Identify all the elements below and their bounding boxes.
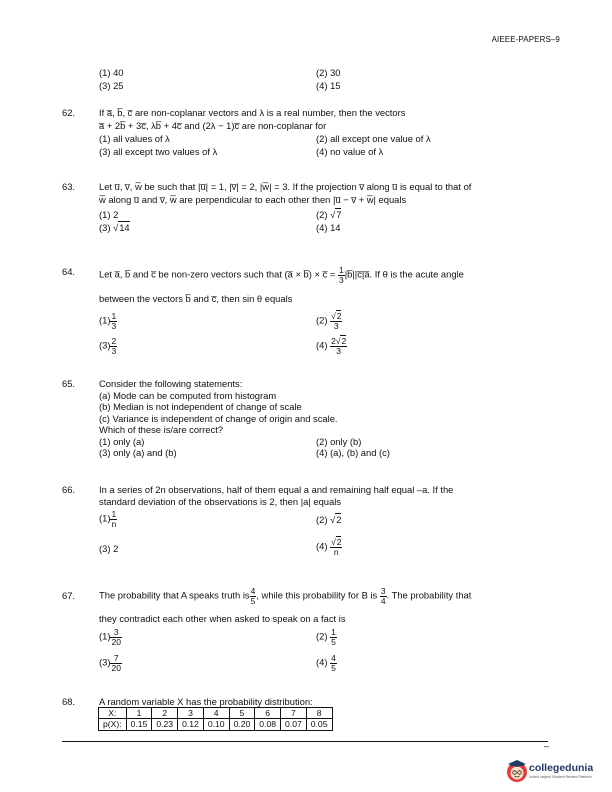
sqrt-value: 2 bbox=[336, 537, 342, 547]
question-number: 68. bbox=[62, 696, 76, 707]
table-cell: 0.15 bbox=[126, 719, 152, 730]
question-number: 64. bbox=[62, 266, 76, 277]
option-1: (1) 40 bbox=[99, 67, 124, 78]
option-2 bbox=[316, 312, 342, 330]
fraction bbox=[330, 538, 342, 556]
fraction bbox=[380, 587, 387, 605]
question-number: 63. bbox=[62, 181, 76, 192]
table-cell: 4 bbox=[203, 708, 229, 719]
option-1: (1) only (a) bbox=[99, 435, 145, 447]
numerator: 1 bbox=[331, 627, 336, 637]
denominator: 5 bbox=[331, 662, 336, 673]
option-3 bbox=[99, 654, 122, 672]
table-cell: 0.07 bbox=[281, 719, 307, 730]
option-1: (1) 2 bbox=[99, 209, 119, 220]
option-2 bbox=[316, 628, 337, 646]
fraction bbox=[330, 312, 342, 330]
option-4: (4) no value of λ bbox=[316, 146, 384, 157]
question-text: w̅ along u̅ and v̅, w̅ are perpendicular to each other then |u̅ − v̅ + w̅| equals bbox=[99, 194, 407, 205]
numerator: √2 bbox=[331, 311, 342, 321]
fraction bbox=[330, 337, 347, 355]
table-row-x bbox=[99, 708, 333, 719]
question-text: they contradict each other when asked to speak on a fact is bbox=[99, 613, 346, 624]
option-prefix: (3) bbox=[99, 656, 111, 668]
sqrt-value: 14 bbox=[119, 222, 130, 233]
option-4 bbox=[316, 337, 347, 355]
table-cell: 0.10 bbox=[203, 719, 229, 730]
question-text: a̅ + 2b̅ + 3c̅, λb̅ + 4c̅ and (2λ − 1)c̅ are non-coplanar for bbox=[99, 120, 327, 131]
option-4: (4) 15 bbox=[316, 80, 341, 91]
table-cell: 8 bbox=[306, 708, 332, 719]
brand-name: collegedunia bbox=[529, 762, 594, 774]
option-4: (4) (a), (b) and (c) bbox=[316, 447, 390, 458]
option-prefix: (1) bbox=[99, 314, 111, 326]
question-number: 62. bbox=[62, 107, 76, 118]
option-2: (2) 30 bbox=[316, 67, 341, 78]
denominator: 5 bbox=[331, 636, 336, 647]
question-text: In a series of 2n observations, half of them equal a and remaining half equal –a. If the bbox=[99, 484, 454, 495]
question-text: standard deviation of the observations is 2, then |a| equals bbox=[99, 496, 342, 507]
fraction bbox=[110, 510, 117, 528]
denominator: 3 bbox=[338, 274, 344, 285]
numerator: 3 bbox=[380, 586, 386, 596]
option-1: (1) all values of λ bbox=[99, 133, 170, 144]
denominator: 20 bbox=[111, 636, 121, 647]
option-prefix: (2) bbox=[316, 514, 328, 525]
option-prefix: (3) bbox=[99, 339, 111, 351]
coefficient: 2 bbox=[331, 336, 336, 346]
question-text: Let u̅, v̅, w̅ be such that |u̅| = 1, |v̅| = 2, |w̅| = 3. If the projection v̅ along u̅ is equal to that of bbox=[99, 181, 472, 192]
denominator: 3 bbox=[111, 345, 117, 356]
option-4 bbox=[316, 654, 337, 672]
table-cell: 1 bbox=[126, 708, 152, 719]
question-text: A random variable X has the probability distribution: bbox=[99, 696, 313, 707]
option-prefix: (2) bbox=[316, 314, 328, 326]
option-4 bbox=[316, 538, 342, 556]
denominator: 20 bbox=[111, 662, 121, 673]
fraction bbox=[110, 628, 121, 646]
option-3 bbox=[99, 337, 117, 355]
option-1 bbox=[99, 312, 117, 330]
table-cell: 2 bbox=[152, 708, 178, 719]
table-cell: 0.05 bbox=[306, 719, 332, 730]
row-label: p(X): bbox=[99, 719, 127, 730]
numerator: 2√2 bbox=[331, 336, 347, 346]
option-2: (2) √7 bbox=[316, 209, 342, 220]
fraction bbox=[110, 337, 117, 355]
question-text bbox=[99, 265, 551, 285]
numerator: 1 bbox=[111, 509, 117, 519]
option-1 bbox=[99, 628, 122, 646]
numerator: 2 bbox=[111, 336, 117, 346]
table-cell: 5 bbox=[229, 708, 255, 719]
text-part: |b̅||c̅|a̅. If θ is the acute angle bbox=[344, 268, 464, 280]
numerator: 4 bbox=[250, 586, 256, 596]
footer-dash: – bbox=[544, 741, 550, 751]
page-header: AIEEE-PAPERS–9 bbox=[491, 35, 560, 44]
question-text: Which of these is/are correct? bbox=[99, 424, 224, 435]
option-prefix: (4) bbox=[316, 339, 328, 351]
denominator: 4 bbox=[380, 595, 386, 606]
footer-rule bbox=[62, 741, 548, 742]
option-4: (4) 14 bbox=[316, 222, 341, 233]
denominator: 5 bbox=[250, 595, 256, 606]
option-2: (2) only (b) bbox=[316, 435, 362, 447]
option-prefix: (4) bbox=[316, 656, 328, 668]
option-3: (3) all except two values of λ bbox=[99, 146, 218, 157]
denominator: n bbox=[333, 546, 339, 557]
sqrt-value: 2 bbox=[336, 514, 342, 525]
option-prefix: (1) bbox=[99, 512, 111, 524]
brand-tagline: India's largest Student Review Platform bbox=[529, 775, 592, 779]
option-prefix: (1) bbox=[99, 630, 111, 642]
fraction bbox=[110, 654, 121, 672]
denominator: 3 bbox=[333, 320, 339, 331]
fraction bbox=[330, 628, 337, 646]
option-prefix: (2) bbox=[316, 209, 328, 220]
table-cell: 0.20 bbox=[229, 719, 255, 730]
option-3: (3) 2 bbox=[99, 543, 119, 554]
sqrt-value: 2 bbox=[336, 311, 342, 321]
question-number: 65. bbox=[62, 378, 76, 389]
fraction bbox=[338, 266, 345, 284]
question-text: (b) Median is not independent of change of scale bbox=[99, 401, 302, 412]
fraction bbox=[330, 654, 337, 672]
question-text: (a) Mode can be computed from histogram bbox=[99, 389, 277, 401]
table-cell: 3 bbox=[178, 708, 204, 719]
numerator: √2 bbox=[331, 537, 342, 547]
question-text: Consider the following statements: bbox=[99, 378, 243, 389]
denominator: n bbox=[111, 518, 117, 529]
question-number: 67. bbox=[62, 590, 76, 601]
option-prefix: (3) bbox=[99, 222, 111, 233]
table-cell: 6 bbox=[255, 708, 281, 719]
row-label: X: bbox=[99, 708, 127, 719]
numerator: 3 bbox=[110, 628, 121, 638]
sqrt-value: 7 bbox=[336, 209, 342, 220]
question-text: between the vectors b̅ and c̅, then sin θ equals bbox=[99, 293, 293, 304]
question-text bbox=[99, 587, 551, 605]
option-prefix: (4) bbox=[316, 540, 328, 552]
option-3: (3) 25 bbox=[99, 80, 124, 91]
fraction bbox=[110, 312, 117, 330]
denominator: 3 bbox=[336, 345, 342, 356]
option-2: (2) √2 bbox=[316, 514, 342, 525]
text-part: . The probability that bbox=[386, 589, 472, 601]
numerator: 1 bbox=[111, 311, 117, 321]
option-1 bbox=[99, 510, 117, 528]
question-text: If a̅, b̅, c̅ are non-coplanar vectors and λ is a real number, then the vectors bbox=[99, 107, 406, 118]
question-text: (c) Variance is independent of change of origin and scale. bbox=[99, 412, 338, 424]
table-cell: 7 bbox=[281, 708, 307, 719]
option-2: (2) all except one value of λ bbox=[316, 133, 431, 144]
table-row-p bbox=[99, 719, 333, 730]
numerator: 1 bbox=[338, 265, 344, 275]
text-part: , while this probability for B is bbox=[256, 589, 378, 601]
denominator: 3 bbox=[111, 320, 117, 331]
option-3: (3) only (a) and (b) bbox=[99, 447, 177, 458]
option-prefix: (2) bbox=[316, 630, 328, 642]
option-3: (3) √14 bbox=[99, 222, 130, 233]
table-cell: 0.12 bbox=[178, 719, 204, 730]
probability-distribution-table bbox=[98, 707, 333, 731]
table-cell: 0.08 bbox=[255, 719, 281, 730]
sqrt-value: 2 bbox=[341, 336, 347, 346]
numerator: 7 bbox=[110, 654, 121, 664]
text-part: The probability that A speaks truth is bbox=[99, 589, 250, 601]
numerator: 4 bbox=[331, 653, 336, 663]
text-part: Let a̅, b̅ and c̅ be non-zero vectors such that (a̅ × b̅) × c̅ = bbox=[99, 268, 336, 280]
question-number: 66. bbox=[62, 484, 76, 495]
table-cell: 0.23 bbox=[152, 719, 178, 730]
